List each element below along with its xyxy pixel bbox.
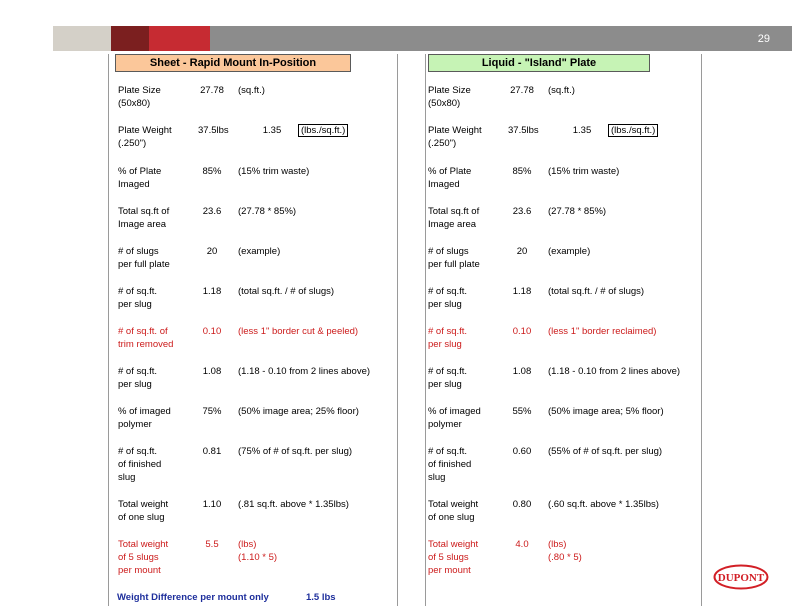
right-row-value: 20 [516, 246, 528, 257]
right-row-value: 55% [512, 406, 532, 417]
left-row-note: (15% trim waste) [238, 166, 310, 177]
right-row-note: (lbs./sq.ft.) [608, 124, 658, 137]
right-row-note: (total sq.ft. / # of slugs) [548, 286, 645, 297]
right-row-label: Total sq.ft of Image area [428, 206, 480, 230]
right-row-value: 1.18 [512, 286, 532, 297]
left-row-label: % of Plate Imaged [118, 166, 162, 190]
right-row-label: Plate Weight (.250") [428, 125, 482, 149]
left-row-label: # of sq.ft. per slug [118, 366, 158, 390]
right-row-value: 1.08 [512, 366, 532, 377]
right-row-label: # of sq.ft. per slug [428, 286, 468, 310]
left-row-value: 1.10 [202, 499, 222, 510]
weight-difference-value: 1.5 lbs [306, 592, 336, 603]
left-row-value: 0.10 [202, 326, 222, 337]
right-row-label: # of sq.ft. per slug [428, 366, 468, 390]
right-row-value: 23.6 [512, 206, 532, 217]
left-row-value: 37.5lbs [198, 125, 229, 136]
left-row-value: 27.78 [200, 85, 224, 96]
right-row-value-per-sqft: 1.35 [572, 125, 592, 136]
weight-difference-label: Weight Difference per mount only [117, 592, 269, 603]
header-square-red [149, 26, 210, 51]
left-row-value: 20 [206, 246, 218, 257]
left-row-value: 1.18 [202, 286, 222, 297]
left-row-label: Plate Weight (.250") [118, 125, 172, 149]
left-row-note: (total sq.ft. / # of slugs) [238, 286, 335, 297]
right-row-note: (27.78 * 85%) [548, 206, 607, 217]
left-row-value: 75% [202, 406, 222, 417]
right-row-note: (example) [548, 246, 591, 257]
right-row-note: (50% image area; 5% floor) [548, 406, 664, 417]
left-row-label: Total weight of 5 slugs per mount [118, 539, 169, 576]
right-row-label: Total weight of one slug [428, 499, 479, 523]
right-row-note: (less 1" border reclaimed) [548, 326, 657, 337]
right-row-label: Plate Size (50x80) [428, 85, 471, 109]
left-row-note: (75% of # of sq.ft. per slug) [238, 446, 353, 457]
left-panel-title: Sheet - Rapid Mount In-Position [115, 54, 351, 72]
left-row-value: 5.5 [205, 539, 219, 550]
left-row-label: # of sq.ft. of finished slug [118, 446, 162, 483]
page-number: 29 [757, 33, 770, 45]
right-row-label: % of Plate Imaged [428, 166, 472, 190]
right-row-label: # of slugs per full plate [428, 246, 480, 270]
right-panel [425, 54, 702, 606]
right-row-value: 85% [512, 166, 532, 177]
left-row-note: (sq.ft.) [238, 85, 265, 96]
left-row-note: (lbs./sq.ft.) [298, 124, 348, 137]
right-row-label: # of sq.ft. of finished slug [428, 446, 472, 483]
left-panel [108, 54, 398, 606]
left-row-label: Plate Size (50x80) [118, 85, 161, 109]
right-panel-title: Liquid - "Island" Plate [428, 54, 650, 72]
left-row-label: # of sq.ft. per slug [118, 286, 158, 310]
right-row-value: 27.78 [510, 85, 534, 96]
left-row-note: (lbs) (1.10 * 5) [238, 539, 278, 563]
right-row-note: (55% of # of sq.ft. per slug) [548, 446, 663, 457]
header-square-gray [53, 26, 111, 51]
right-row-label: % of imaged polymer [428, 406, 481, 430]
right-row-note: (1.18 - 0.10 from 2 lines above) [548, 366, 681, 377]
left-row-label: # of slugs per full plate [118, 246, 170, 270]
left-row-label: Total sq.ft of Image area [118, 206, 170, 230]
right-row-label: Total weight of 5 slugs per mount [428, 539, 479, 576]
right-row-value: 37.5lbs [508, 125, 539, 136]
right-row-note: (sq.ft.) [548, 85, 575, 96]
right-row-value: 4.0 [515, 539, 529, 550]
svg-text:DUPONT: DUPONT [717, 572, 765, 584]
left-row-note: (27.78 * 85%) [238, 206, 297, 217]
left-row-note: (.81 sq.ft. above * 1.35lbs) [238, 499, 349, 510]
left-row-note: (50% image area; 25% floor) [238, 406, 359, 417]
left-row-label: % of imaged polymer [118, 406, 171, 430]
dupont-logo [713, 564, 769, 590]
right-row-value: 0.10 [512, 326, 532, 337]
left-row-value: 1.08 [202, 366, 222, 377]
left-row-value: 0.81 [202, 446, 222, 457]
left-row-label: Total weight of one slug [118, 499, 169, 523]
right-row-value: 0.80 [512, 499, 532, 510]
left-row-note: (example) [238, 246, 281, 257]
right-row-note: (lbs) (.80 * 5) [548, 539, 582, 563]
left-row-value-per-sqft: 1.35 [262, 125, 282, 136]
left-row-value: 23.6 [202, 206, 222, 217]
left-row-label: # of sq.ft. of trim removed [118, 326, 174, 350]
left-row-note: (1.18 - 0.10 from 2 lines above) [238, 366, 371, 377]
right-row-note: (15% trim waste) [548, 166, 620, 177]
left-row-note: (less 1" border cut & peeled) [238, 326, 359, 337]
header-square-maroon [111, 26, 149, 51]
right-row-note: (.60 sq.ft. above * 1.35lbs) [548, 499, 659, 510]
right-row-label: # of sq.ft. per slug [428, 326, 468, 350]
left-row-value: 85% [202, 166, 222, 177]
right-row-value: 0.60 [512, 446, 532, 457]
